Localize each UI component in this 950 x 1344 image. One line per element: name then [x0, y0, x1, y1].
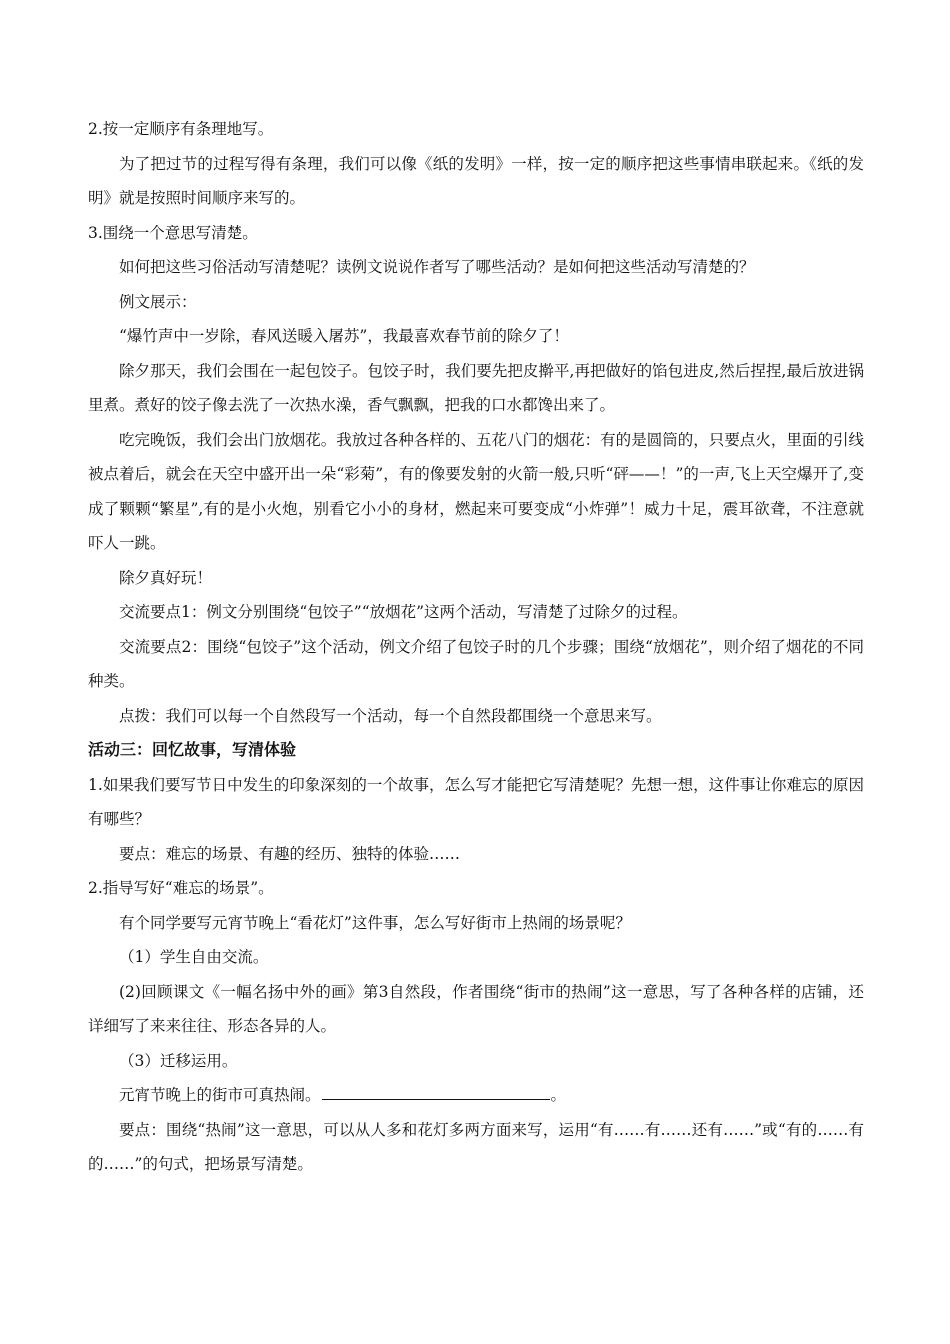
document-page [88, 112, 864, 1182]
step-3-title: 3.围绕一个意思写清楚。 [88, 223, 258, 242]
sub-step-1: （1）学生自由交流。 [119, 948, 269, 966]
question-1: 1.如果我们要写节日中发生的印象深刻的一个故事，怎么写才能把它写清楚呢？先想一想，这件事让你难忘的原因有哪些？ [88, 775, 864, 828]
key-points: 要点：难忘的场景、有趣的经历、独特的体验…… [119, 844, 461, 863]
example-label: 例文展示： [119, 292, 197, 311]
tip: 点拨：我们可以每一个自然段写一个活动，每一个自然段都围绕一个意思来写。 [119, 706, 662, 725]
fill-in-sentence [88, 1078, 864, 1113]
discussion-point-2: 交流要点2：围绕“包饺子”这个活动，例文介绍了包饺子时的几个步骤；围绕“放烟花”，则介绍了烟花的不同种类。 [88, 637, 864, 690]
step-2-guide: 2.指导写好“难忘的场景”。 [88, 879, 274, 897]
sub-step-2: (2)回顾课文《一幅名扬中外的画》第3自然段，作者围绕“街市的热闹”这一意思，写了各种各样的店铺，还详细写了来来往往、形态各异的人。 [88, 982, 864, 1035]
fill-in-blank[interactable] [322, 1081, 550, 1100]
key-points-2: 要点：围绕“热闹”这一意思，可以从人多和花灯多两方面来写，运用“有……有……还有……”或“有的……有的……”的句式，把场景写清楚。 [88, 1120, 864, 1173]
example-paragraph: 除夕那天，我们会围在一起包饺子。包饺子时，我们要先把皮擀平,再把做好的馅包进皮,然后捏捏,最后放进锅里煮。煮好的饺子像去洗了一次热水澡，香气飘飘，把我的口水都馋出来了。 [88, 361, 864, 414]
example-paragraph: “爆竹声中一岁除，春风送暖入屠苏”，我最喜欢春节前的除夕了！ [119, 327, 569, 345]
sub-step-3: （3）迁移运用。 [119, 1051, 238, 1070]
fill-in-prefix: 元宵节晚上的街市可真热闹。 [119, 1086, 321, 1104]
paragraph: 如何把这些习俗活动写清楚呢？读例文说说作者写了哪些活动？是如何把这些活动写清楚的？ [119, 258, 755, 276]
activity-3-heading: 活动三：回忆故事，写清体验 [88, 740, 297, 759]
example-paragraph: 除夕真好玩！ [119, 568, 213, 587]
paragraph: 有个同学要写元宵节晚上“看花灯”这件事，怎么写好街市上热闹的场景呢？ [119, 913, 631, 932]
paragraph: 为了把过节的过程写得有条理，我们可以像《纸的发明》一样，按一定的顺序把这些事情串联起来。《纸的发明》就是按照时间顺序来写的。 [88, 154, 864, 207]
step-2-title: 2.按一定顺序有条理地写。 [88, 120, 274, 138]
example-paragraph: 吃完晚饭，我们会出门放烟花。我放过各种各样的、五花八门的烟花：有的是圆筒的，只要点火，里面的引线被点着后，就会在天空中盛开出一朵“彩菊”，有的像要发射的火箭一般,只听“砰——！”的一声,飞上天空爆开了,变成了颗颗“繁星”,有的是小火炮，别看它小小的身材，燃起来可要变成“小炸弹”！威力十足，震耳欲聋，不注意就吓人一跳。 [88, 430, 864, 552]
discussion-point-1: 交流要点1：例文分别围绕“包饺子”“放烟花”这两个活动，写清楚了过除夕的过程。 [119, 603, 688, 621]
fill-in-suffix: 。 [550, 1086, 567, 1104]
